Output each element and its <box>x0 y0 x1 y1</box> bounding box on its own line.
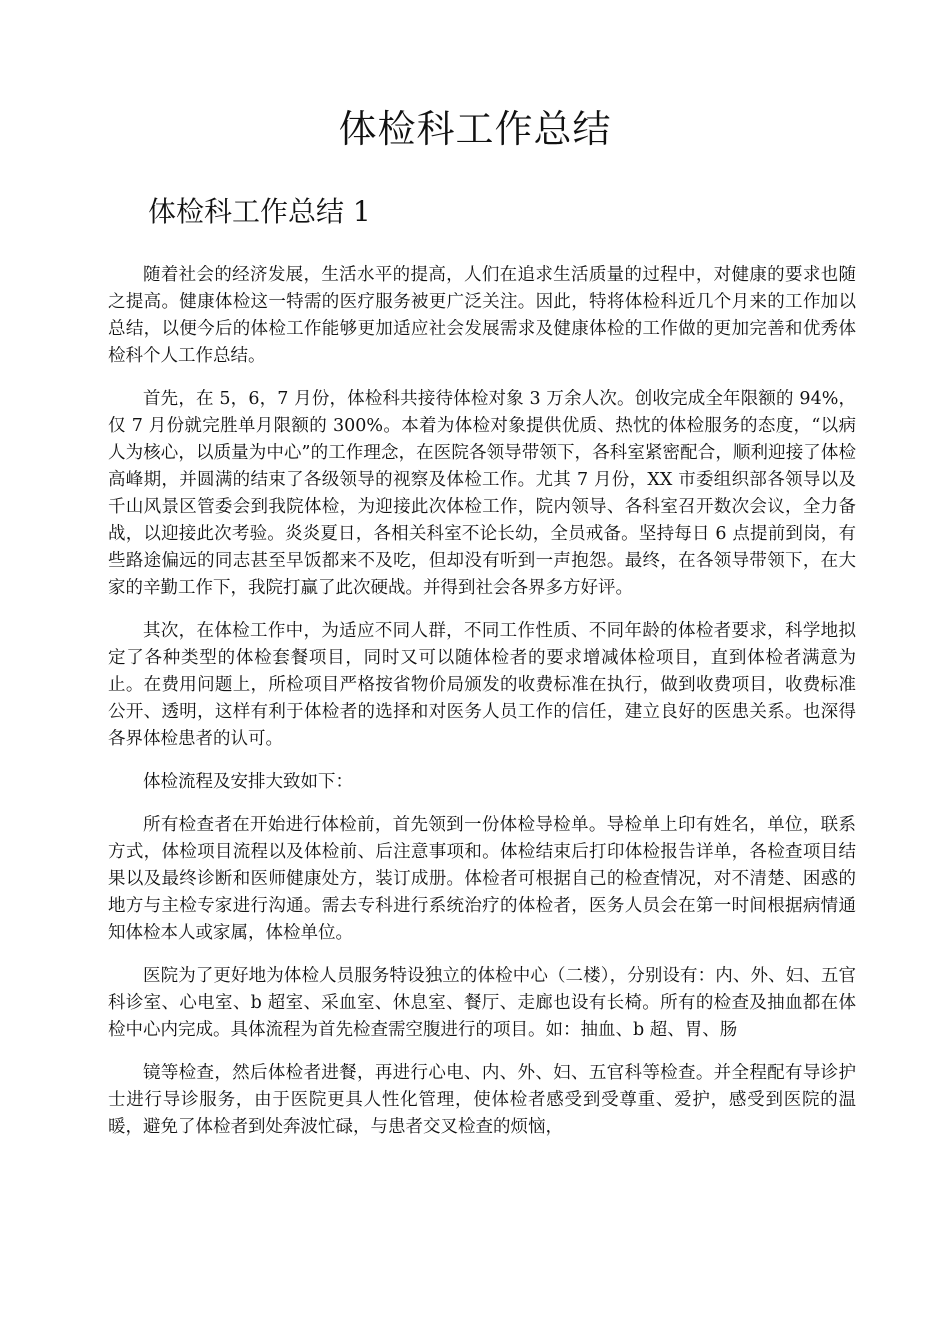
paragraph-first: 首先，在 5，6，7 月份，体检科共接待体检对象 3 万余人次。创收完成全年限额的 94%，仅 7 月份就完胜单月限额的 300%。本着为体检对象提供优质、热忱的体检服务的态度，“以病人为核心，以质量为中心”的工作理念，在医院各领导带领下，各科室紧密配合，顺利迎接了体检高峰期，并圆满的结束了各级领导的视察及体检工作。尤其 7 月份，XX 市委组织部各领导以及千山风景区管委会到我院体检，为迎接此次体检工作，院内领导、各科室召开数次会议，全力备战，以迎接此次考验。炎炎夏日，各相关科室不论长幼，全员戒备。坚持每日 6 点提前到岗，有些路途偏远的同志甚至早饭都来不及吃，但却没有听到一声抱怨。最终，在各领导带领下，在大家的辛勤工作下，我院打赢了此次硬战。并得到社会各界多方好评。 <box>108 389 856 598</box>
paragraph-intro: 随着社会的经济发展，生活水平的提高，人们在追求生活质量的过程中，对健康的要求也随之提高。健康体检这一特需的医疗服务被更广泛关注。因此，特将体检科近几个月来的工作加以总结，以便今后的体检工作能够更加适应社会发展需求及健康体检的工作做的更加完善和优秀体检科个人工作总结。 <box>108 265 856 366</box>
paragraph-center-layout: 医院为了更好地为体检人员服务特设独立的体检中心（二楼），分别设有：内、外、妇、五官科诊室、心电室、b 超室、采血室、休息室、餐厅、走廊也设有长椅。所有的检查及抽血都在体检中心内完成。具体流程为首先检查需空腹进行的项目。如：抽血、b 超、胃、肠 <box>108 966 856 1040</box>
document-title: 体检科工作总结 <box>338 107 612 151</box>
paragraph-process-guide: 所有检查者在开始进行体检前，首先领到一份体检导检单。导检单上印有姓名，单位，联系方式，体检项目流程以及体检前、后注意事项和。体检结束后打印体检报告详单，各检查项目结果以及最终诊断和医师健康处方，装订成册。体检者可根据自己的检查情况，对不清楚、困惑的地方与主检专家进行沟通。需去专科进行系统治疗的体检者，医务人员会在第一时间根据病情通知体检本人或家属，体检单位。 <box>108 815 856 943</box>
paragraph-process-heading: 体检流程及安排大致如下： <box>143 772 353 792</box>
section-heading: 体检科工作总结 1 <box>148 195 371 228</box>
document-body <box>108 262 856 1157</box>
paragraph-second: 其次，在体检工作中，为适应不同人群，不同工作性质、不同年龄的体检者要求，科学地拟定了各种类型的体检套餐项目，同时又可以随体检者的要求增减体检项目，直到体检者满意为止。在费用问题上，所检项目严格按省物价局颁发的收费标准在执行，做到收费项目，收费标准公开、透明，这样有利于体检者的选择和对医务人员工作的信任，建立良好的医患关系。也深得各界体检患者的认可。 <box>108 621 856 749</box>
paragraph-exam-order: 镜等检查，然后体检者进餐，再进行心电、内、外、妇、五官科等检查。并全程配有导诊护士进行导诊服务，由于医院更具人性化管理，使体检者感受到受尊重、爱护，感受到医院的温暖，避免了体检者到处奔波忙碌，与患者交叉检查的烦恼， <box>108 1063 856 1137</box>
